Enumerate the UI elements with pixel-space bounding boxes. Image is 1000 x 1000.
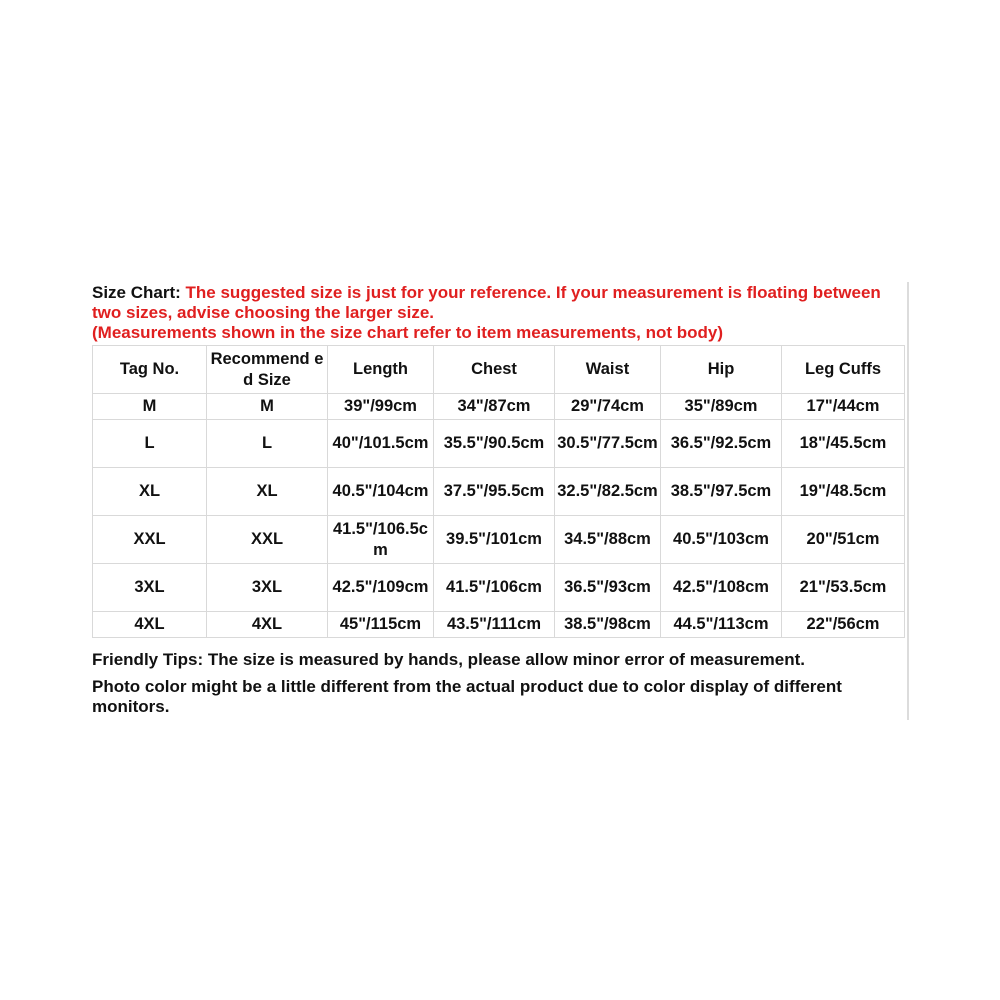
table-cell: 41.5"/106cm: [434, 564, 555, 612]
table-cell: 17"/44cm: [782, 394, 905, 420]
table-cell: 44.5"/113cm: [661, 612, 782, 638]
table-cell: L: [207, 420, 328, 468]
table-cell: 4XL: [207, 612, 328, 638]
measurement-note: (Measurements shown in the size chart refer to item measurements, not body): [92, 323, 724, 342]
page-edge-divider: [907, 282, 909, 720]
column-header-tag-no: Tag No.: [93, 346, 207, 394]
photo-color-note: Photo color might be a little different from the actual product due to color display of different monitors.: [92, 677, 842, 716]
column-header-hip: Hip: [661, 346, 782, 394]
table-cell: 4XL: [93, 612, 207, 638]
table-row-xxl: [93, 516, 905, 564]
table-cell: 21"/53.5cm: [782, 564, 905, 612]
table-cell: 40.5"/103cm: [661, 516, 782, 564]
table-cell: 18"/45.5cm: [782, 420, 905, 468]
column-header-recommended-size: Recommend ed Size: [207, 346, 328, 394]
table-cell: 3XL: [207, 564, 328, 612]
table-cell: 38.5"/97.5cm: [661, 468, 782, 516]
table-cell: 43.5"/111cm: [434, 612, 555, 638]
table-row-l: [93, 420, 905, 468]
table-cell: 36.5"/93cm: [555, 564, 661, 612]
table-cell: L: [93, 420, 207, 468]
table-cell: 3XL: [93, 564, 207, 612]
table-cell: 40.5"/104cm: [328, 468, 434, 516]
table-cell: 36.5"/92.5cm: [661, 420, 782, 468]
table-header-row: [93, 346, 905, 394]
table-cell: XXL: [207, 516, 328, 564]
table-cell: 40"/101.5cm: [328, 420, 434, 468]
table-cell: M: [93, 394, 207, 420]
table-cell: 20"/51cm: [782, 516, 905, 564]
table-cell: 37.5"/95.5cm: [434, 468, 555, 516]
table-cell: XL: [207, 468, 328, 516]
table-cell: 38.5"/98cm: [555, 612, 661, 638]
table-cell: 29"/74cm: [555, 394, 661, 420]
friendly-tips-text: Friendly Tips: The size is measured by hands, please allow minor error of measurement.: [92, 650, 805, 669]
column-header-waist: Waist: [555, 346, 661, 394]
table-cell: 34"/87cm: [434, 394, 555, 420]
column-header-length: Length: [328, 346, 434, 394]
table-cell: 35.5"/90.5cm: [434, 420, 555, 468]
table-row-4xl: [93, 612, 905, 638]
table-cell: 35"/89cm: [661, 394, 782, 420]
table-row-m: [93, 394, 905, 420]
table-cell: 32.5"/82.5cm: [555, 468, 661, 516]
table-cell: 19"/48.5cm: [782, 468, 905, 516]
size-chart-label: Size Chart:: [92, 283, 181, 302]
table-cell: 42.5"/109cm: [328, 564, 434, 612]
size-chart-header: [92, 283, 904, 323]
table-cell: XXL: [93, 516, 207, 564]
table-cell: M: [207, 394, 328, 420]
column-header-leg-cuffs: Leg Cuffs: [782, 346, 905, 394]
size-chart-sheet: [92, 283, 904, 717]
size-table: [92, 345, 905, 638]
table-cell: XL: [93, 468, 207, 516]
size-advice-text: The suggested size is just for your reference. If your measurement is floating between two sizes, advise choosing the larger size.: [92, 283, 881, 322]
table-cell: 41.5"/106.5cm: [328, 516, 434, 564]
table-cell: 34.5"/88cm: [555, 516, 661, 564]
table-cell: 42.5"/108cm: [661, 564, 782, 612]
table-cell: 22"/56cm: [782, 612, 905, 638]
table-row-3xl: [93, 564, 905, 612]
table-row-xl: [93, 468, 905, 516]
table-cell: 39.5"/101cm: [434, 516, 555, 564]
table-cell: 45"/115cm: [328, 612, 434, 638]
column-header-chest: Chest: [434, 346, 555, 394]
table-cell: 30.5"/77.5cm: [555, 420, 661, 468]
table-cell: 39"/99cm: [328, 394, 434, 420]
